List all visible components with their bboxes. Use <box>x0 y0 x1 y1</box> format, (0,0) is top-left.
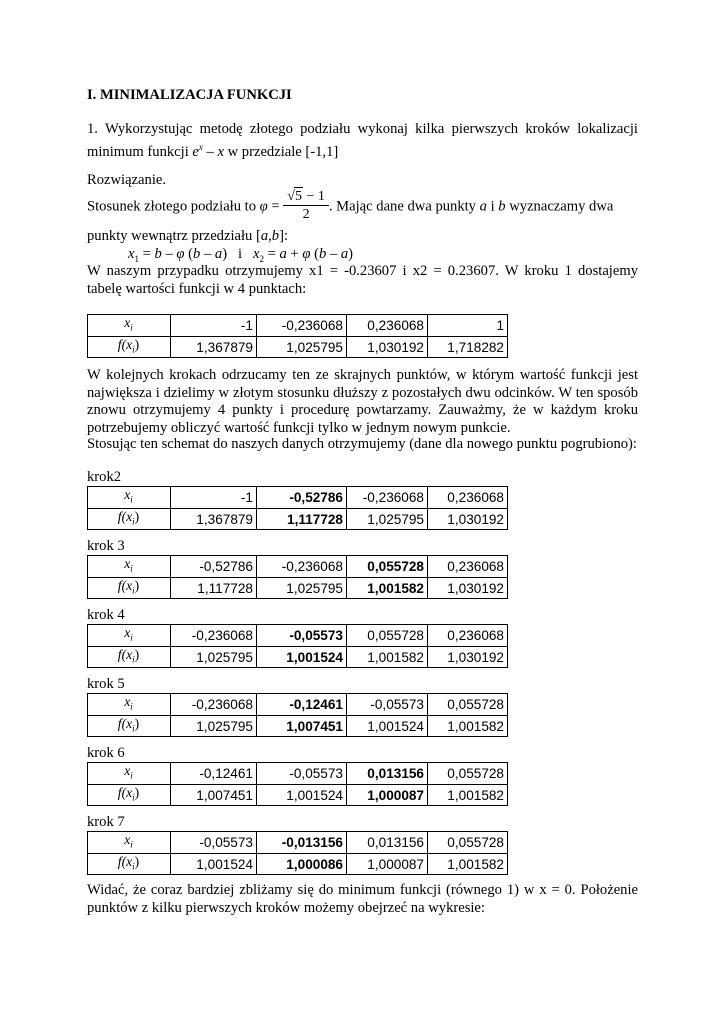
point-b: b <box>498 198 506 215</box>
table-cell: -0,12461 <box>257 694 347 716</box>
table-cell: -0,05573 <box>257 763 347 785</box>
values-table-step-5 <box>87 693 508 737</box>
golden-post2: wyznaczamy dwa <box>505 198 614 215</box>
table-cell: -0,013156 <box>257 832 347 854</box>
task-statement <box>87 121 638 161</box>
numerator-rest: − 1 <box>302 189 325 204</box>
table-cell: 0,236068 <box>428 556 508 578</box>
point-a: a <box>479 198 487 215</box>
table-cell: -0,12461 <box>171 763 257 785</box>
values-table-step1 <box>87 314 508 358</box>
step-label: krok 6 <box>87 745 125 761</box>
values-table-step-7 <box>87 831 508 875</box>
table-row-x <box>88 832 508 854</box>
row-label-x: $x_i$ <box>88 556 171 578</box>
task-text-before: 1. Wykorzystując metodę złotego podziału wykonaj kilka pierwszych kroków lokalizacji minimum funkcji <box>87 121 638 160</box>
table-row-f <box>88 853 508 875</box>
table-cell: 1,117728 <box>171 577 257 599</box>
func-x: x <box>217 143 224 160</box>
golden-line2: punkty wewnątrz przedziału [a,b]: <box>87 228 289 244</box>
table-cell: 1,025795 <box>171 715 257 737</box>
case-text: W naszym przypadku otrzymujemy x1 = -0.23607 i x2 = 0.23607. W kroku 1 dostajemy tabelę wartości funkcji w 4 punktach: <box>87 263 638 297</box>
method-text: W kolejnych krokach odrzucamy ten ze skrajnych punktów, w którym wartość funkcji jest największa i dzielimy w złotym stosunku dłuższy z pozostałych dwu odcinków. W ten sposób znowu otrzymujemy 4 punkty i procedurę powtarzamy. Zauważmy, że w każdym kroku potrzebujemy obliczyć wartość funkcji tylko w jednym nowym punkcie. <box>87 367 638 436</box>
table-cell: 0,055728 <box>428 832 508 854</box>
phi-symbol: φ <box>259 198 268 215</box>
table-cell: -0,52786 <box>257 487 347 509</box>
table-cell: 0,013156 <box>347 832 428 854</box>
table-cell: 1,007451 <box>171 784 257 806</box>
table-row-f <box>88 646 508 668</box>
table-cell: 1,007451 <box>257 715 347 737</box>
denominator: 2 <box>302 207 310 222</box>
table-cell: 1,117728 <box>257 508 347 530</box>
table-cell: 1,001524 <box>347 715 428 737</box>
row-label-f: $f(x_i)$ <box>88 715 171 737</box>
table-cell: 1,000087 <box>347 853 428 875</box>
table-cell: 0,236068 <box>347 315 428 337</box>
table-cell: 1,001582 <box>347 646 428 668</box>
table-cell: 0,013156 <box>347 763 428 785</box>
golden-ratio-text <box>87 189 638 225</box>
table-cell: 0,236068 <box>428 487 508 509</box>
conclusion-text: Widać, że coraz bardziej zbliżamy się do minimum funkcji (równego 1) w x = 0. Położenie punktów z kilku pierwszych kroków możemy obejrzeć na wykresie: <box>87 882 638 916</box>
values-table-step-2 <box>87 486 508 530</box>
step-label: krok2 <box>87 469 122 485</box>
table-cell: 0,055728 <box>428 694 508 716</box>
row-label-x: $x_i$ <box>88 832 171 854</box>
row-label-x: $x_i$ <box>88 315 171 337</box>
func-rest: – <box>202 143 218 160</box>
table-cell: 1,025795 <box>257 336 347 358</box>
func-sup: x <box>198 141 203 152</box>
values-table-step-3 <box>87 555 508 599</box>
table-cell: 1,030192 <box>428 508 508 530</box>
table-cell: -0,236068 <box>257 556 347 578</box>
table-cell: 1,025795 <box>257 577 347 599</box>
table-row-x <box>88 315 508 337</box>
table-cell: -0,05573 <box>257 625 347 647</box>
step-label: krok 3 <box>87 538 125 554</box>
table-cell: 1 <box>428 315 508 337</box>
table-cell: -0,236068 <box>171 625 257 647</box>
golden-fraction <box>283 187 329 223</box>
table-cell: 1,001524 <box>171 853 257 875</box>
solution-label: Rozwiązanie. <box>87 172 167 188</box>
formula: $x_1 = b - \varphi$ (b – a) i $x_2 = a + \varphi$ (b – a) <box>128 246 353 264</box>
page-title: I. MINIMALIZACJA FUNKCJI <box>87 87 292 103</box>
table-row-f <box>88 784 508 806</box>
table-cell: -0,05573 <box>171 832 257 854</box>
row-label-f: $f(x_i)$ <box>88 577 171 599</box>
table-cell: -0,52786 <box>171 556 257 578</box>
table-cell: 1,030192 <box>347 336 428 358</box>
table-row-x <box>88 625 508 647</box>
row-label-x: $x_i$ <box>88 763 171 785</box>
golden-eq: = <box>267 198 284 215</box>
row-label-x: $x_i$ <box>88 625 171 647</box>
golden-and: i <box>486 198 499 215</box>
table-row-x <box>88 556 508 578</box>
step-label: krok 7 <box>87 814 125 830</box>
sqrt-arg: 5 <box>294 189 302 204</box>
table-cell: 1,001582 <box>428 853 508 875</box>
table-cell: 1,000087 <box>347 784 428 806</box>
table-row-x <box>88 487 508 509</box>
table-cell: -1 <box>171 487 257 509</box>
table-row-f <box>88 336 508 358</box>
table-cell: -0,05573 <box>347 694 428 716</box>
row-label-f: $f(x_i)$ <box>88 784 171 806</box>
table-cell: 1,001524 <box>257 784 347 806</box>
table-cell: 1,025795 <box>347 508 428 530</box>
step-label: krok 5 <box>87 676 125 692</box>
row-label-f: $f(x_i)$ <box>88 508 171 530</box>
values-table-step-6 <box>87 762 508 806</box>
table-cell: -0,236068 <box>347 487 428 509</box>
table-cell: 1,001524 <box>257 646 347 668</box>
table-cell: -0,236068 <box>257 315 347 337</box>
sqrt-sign: √ <box>287 189 295 204</box>
row-label-f: $f(x_i)$ <box>88 336 171 358</box>
table-cell: 1,367879 <box>171 508 257 530</box>
table-row-x <box>88 763 508 785</box>
table-cell: 1,001582 <box>428 784 508 806</box>
step-label: krok 4 <box>87 607 125 623</box>
table-row-x <box>88 694 508 716</box>
table-row-f <box>88 577 508 599</box>
row-label-f: $f(x_i)$ <box>88 853 171 875</box>
table-cell: 1,367879 <box>171 336 257 358</box>
row-label-x: $x_i$ <box>88 694 171 716</box>
table-cell: 1,001582 <box>428 715 508 737</box>
table-cell: 0,055728 <box>347 556 428 578</box>
table-cell: 1,025795 <box>171 646 257 668</box>
values-table-step-4 <box>87 624 508 668</box>
table-cell: -1 <box>171 315 257 337</box>
task-text-after: w przedziale [-1,1] <box>223 143 339 160</box>
golden-post: . Mając dane dwa punkty <box>328 198 480 215</box>
table-cell: 0,055728 <box>428 763 508 785</box>
row-label-f: $f(x_i)$ <box>88 646 171 668</box>
table-row-f <box>88 715 508 737</box>
table-cell: 1,030192 <box>428 577 508 599</box>
func-e: e <box>192 143 199 160</box>
scheme-text: Stosując ten schemat do naszych danych otrzymujemy (dane dla nowego punktu pogrubiono): <box>87 436 637 452</box>
table-cell: 1,000086 <box>257 853 347 875</box>
table-cell: 1,030192 <box>428 646 508 668</box>
golden-pre: Stosunek złotego podziału to <box>87 198 260 215</box>
table-cell: 0,236068 <box>428 625 508 647</box>
table-row-f <box>88 508 508 530</box>
table-cell: 1,718282 <box>428 336 508 358</box>
table-cell: 1,001582 <box>347 577 428 599</box>
table-cell: -0,236068 <box>171 694 257 716</box>
row-label-x: $x_i$ <box>88 487 171 509</box>
table-cell: 0,055728 <box>347 625 428 647</box>
